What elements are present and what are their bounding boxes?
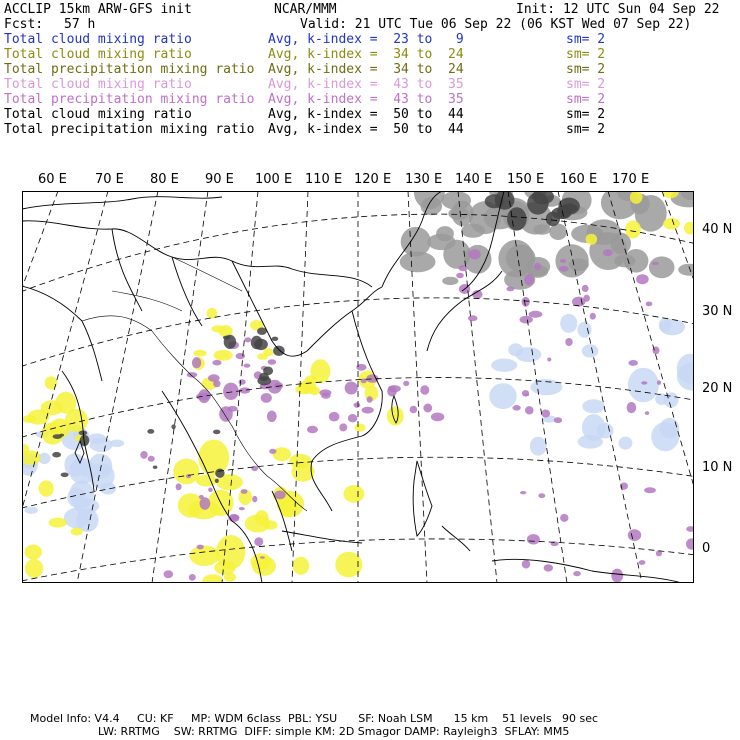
field-blob <box>512 405 520 411</box>
field-k-index: Avg, k-index = 50 to 44 <box>268 107 464 122</box>
field-blob <box>508 343 523 356</box>
field-blob <box>431 413 444 422</box>
field-blob <box>522 560 530 569</box>
field-blob <box>641 381 647 384</box>
field-smoothing: sm= 2 <box>566 47 606 62</box>
latitude-label: 40 N <box>702 222 733 237</box>
field-blob <box>590 313 596 320</box>
field-blob <box>39 480 54 496</box>
field-blob <box>268 359 276 365</box>
field-blob <box>649 256 675 278</box>
field-blob <box>619 437 633 450</box>
longitude-label: 160 E <box>560 172 598 187</box>
field-blob <box>544 564 553 571</box>
field-k-index: Avg, k-index = 43 to 35 <box>268 92 464 107</box>
latitude-label: 30 N <box>702 304 733 319</box>
field-blob <box>628 368 659 403</box>
field-blob <box>538 493 545 498</box>
field-blob <box>213 430 220 435</box>
field-blob <box>224 573 236 582</box>
field-blob <box>52 452 61 458</box>
field-smoothing: sm= 2 <box>566 107 606 122</box>
field-blob <box>423 404 432 413</box>
field-blob <box>260 556 265 558</box>
longitude-label: 60 E <box>38 172 67 187</box>
field-blob <box>547 358 551 362</box>
field-blob <box>403 381 409 386</box>
field-blob <box>529 311 543 318</box>
field-blob <box>147 429 154 434</box>
field-blob <box>257 353 268 360</box>
field-name: Total cloud mixing ratio <box>4 47 192 62</box>
field-blob <box>489 383 516 409</box>
field-blob <box>251 466 258 471</box>
field-blob <box>652 262 659 266</box>
field-blob <box>578 435 603 449</box>
field-blob <box>560 514 568 522</box>
forecast-label: Fcst: <box>4 17 44 32</box>
field-blob <box>319 389 331 396</box>
field-blob <box>456 273 464 279</box>
field-blob <box>272 337 279 341</box>
field-blob <box>530 437 547 456</box>
field-name: Total precipitation mixing ratio <box>4 92 255 107</box>
field-blob <box>628 529 641 541</box>
longitude-label: 100 E <box>255 172 293 187</box>
longitude-label: 120 E <box>354 172 392 187</box>
field-blob <box>560 259 566 263</box>
field-blob <box>468 315 478 321</box>
model-info-line1: Model Info: V4.4 CU: KF MP: WDM 6class PBL: YSU SF: Noah LSM 15 km 51 levels 90 sec <box>30 712 599 725</box>
field-smoothing: sm= 2 <box>566 77 606 92</box>
field-blob <box>227 406 237 412</box>
field-blob <box>236 353 245 359</box>
field-blob <box>507 207 527 230</box>
model-info-line2: LW: RRTMG SW: RRTMG DIFF: simple KM: 2D Smagor DAMP: Rayleigh3 SFLAY: MM5 <box>98 725 570 738</box>
field-blob <box>267 411 277 422</box>
field-blob <box>639 560 646 565</box>
field-blob <box>71 528 83 536</box>
field-blob <box>442 277 458 285</box>
field-blob <box>251 336 263 349</box>
field-blob <box>187 372 198 377</box>
field-blob <box>261 393 272 403</box>
field-blob <box>420 385 429 395</box>
field-blob <box>491 359 517 372</box>
field-blob <box>200 497 211 510</box>
field-blob <box>53 434 62 439</box>
field-blob <box>252 496 257 502</box>
field-blob <box>190 545 220 566</box>
field-blob <box>627 402 637 413</box>
field-blob <box>459 265 468 271</box>
field-blob <box>61 473 69 478</box>
field-blob <box>565 338 572 346</box>
field-blob <box>387 407 404 426</box>
field-blob <box>388 385 401 392</box>
field-blob <box>611 569 623 583</box>
field-blob <box>208 488 213 492</box>
field-blob <box>520 491 526 494</box>
field-blob <box>362 407 374 414</box>
field-blob <box>215 469 224 478</box>
field-blob <box>239 379 246 385</box>
field-blob <box>274 491 285 500</box>
field-blob <box>527 534 540 544</box>
field-blob <box>663 218 680 229</box>
org-label: NCAR/MMM <box>274 2 337 17</box>
field-smoothing: sm= 2 <box>566 92 606 107</box>
field-blob <box>192 357 201 368</box>
field-blob <box>193 350 206 357</box>
field-name: Total cloud mixing ratio <box>4 32 192 47</box>
field-blob <box>153 466 158 469</box>
field-blob <box>269 449 276 454</box>
init-time: Init: 12 UTC Sun 04 Sep 22 <box>516 2 720 17</box>
field-blob <box>171 424 175 429</box>
field-blob <box>524 274 534 285</box>
field-blob <box>197 545 204 550</box>
field-blob <box>461 224 485 238</box>
field-blob <box>345 382 358 395</box>
latitude-label: 10 N <box>702 460 733 475</box>
field-blob <box>410 406 418 414</box>
field-blob <box>569 258 589 271</box>
model-title: ACCLIP 15km ARW-GFS init <box>4 2 192 17</box>
field-blob <box>354 402 361 407</box>
field-blob <box>522 297 530 307</box>
field-blob <box>582 344 599 357</box>
field-blob <box>148 456 155 462</box>
latitude-label: 0 <box>702 541 711 556</box>
field-blob <box>525 406 534 414</box>
field-blob <box>400 252 436 273</box>
field-blob <box>603 249 613 256</box>
field-blob <box>582 399 604 413</box>
field-blob <box>309 386 320 395</box>
field-blob <box>436 226 454 241</box>
forecast-map <box>22 191 694 583</box>
longitude-label: 110 E <box>305 172 343 187</box>
field-blob <box>263 367 273 376</box>
field-blob <box>443 240 470 269</box>
field-blob <box>211 325 225 332</box>
field-blob <box>254 537 263 546</box>
field-name: Total cloud mixing ratio <box>4 77 192 92</box>
field-blob <box>355 424 366 432</box>
field-blob <box>525 394 530 397</box>
field-blob <box>367 396 373 402</box>
field-blob <box>198 440 229 476</box>
field-blob <box>173 459 199 485</box>
field-blob <box>208 374 220 382</box>
field-smoothing: sm= 2 <box>566 32 606 47</box>
field-blob <box>216 535 245 569</box>
field-blob <box>224 335 236 349</box>
valid-time: Valid: 21 UTC Tue 06 Sep 22 (06 KST Wed 07 Sep 22) <box>300 17 692 32</box>
field-blob <box>644 487 656 493</box>
field-blob <box>164 570 174 578</box>
longitude-label: 80 E <box>150 172 179 187</box>
field-blob <box>241 489 248 494</box>
longitude-label: 170 E <box>612 172 650 187</box>
forecast-hours: 57 h <box>64 17 96 32</box>
field-blob <box>645 411 649 415</box>
field-blob <box>293 557 310 575</box>
field-blob <box>281 501 295 517</box>
field-blob <box>273 447 291 461</box>
field-blob <box>628 360 638 366</box>
field-blob <box>348 414 358 422</box>
field-blob <box>215 479 219 483</box>
longitude-label: 90 E <box>205 172 234 187</box>
field-blob <box>25 545 42 560</box>
field-k-index: Avg, k-index = 23 to 9 <box>268 32 464 47</box>
field-blob <box>630 191 643 204</box>
field-blob <box>214 350 233 361</box>
longitude-label: 150 E <box>507 172 545 187</box>
field-name: Total cloud mixing ratio <box>4 107 192 122</box>
field-blob <box>578 322 592 338</box>
field-blob <box>176 483 182 490</box>
field-blob <box>344 485 365 503</box>
field-blob <box>582 285 589 292</box>
field-k-index: Avg, k-index = 50 to 44 <box>268 122 464 137</box>
field-blob <box>49 518 67 528</box>
field-blob <box>614 255 635 268</box>
field-blob <box>495 191 515 210</box>
field-blob <box>329 412 340 422</box>
field-blob <box>441 191 471 210</box>
field-blob <box>339 423 347 431</box>
field-blob <box>25 559 43 578</box>
field-blob <box>541 410 550 418</box>
field-blob <box>212 360 221 366</box>
field-blob <box>69 458 95 484</box>
field-blob <box>196 475 217 487</box>
field-blob <box>597 423 614 439</box>
field-k-index: Avg, k-index = 34 to 24 <box>268 47 464 62</box>
field-blob <box>244 337 251 342</box>
field-blob <box>90 438 113 452</box>
field-blob <box>664 392 679 407</box>
field-name: Total precipitation mixing ratio <box>4 62 255 77</box>
field-blob <box>534 263 541 271</box>
field-smoothing: sm= 2 <box>566 122 606 137</box>
longitude-label: 70 E <box>95 172 124 187</box>
field-blob <box>533 224 551 234</box>
field-blob <box>245 515 270 533</box>
field-k-index: Avg, k-index = 43 to 35 <box>268 77 464 92</box>
field-blob <box>586 234 598 245</box>
field-blob <box>244 364 251 368</box>
field-blob <box>625 220 641 238</box>
longitude-label: 130 E <box>405 172 443 187</box>
field-k-index: Avg, k-index = 34 to 24 <box>268 62 464 77</box>
field-blob <box>573 571 581 576</box>
field-blob <box>657 380 661 385</box>
field-blob <box>252 556 276 576</box>
longitude-label: 140 E <box>455 172 493 187</box>
latitude-label: 20 N <box>702 381 733 396</box>
field-smoothing: sm= 2 <box>566 62 606 77</box>
field-blob <box>554 417 562 423</box>
field-blob <box>22 415 36 423</box>
field-blob <box>189 574 196 581</box>
field-blob <box>239 507 245 510</box>
field-blob <box>559 266 569 272</box>
field-blob <box>25 507 38 514</box>
field-blob <box>307 426 318 433</box>
field-blob <box>230 514 239 520</box>
field-blob <box>646 302 653 307</box>
field-blob <box>651 422 679 451</box>
field-blob <box>659 318 672 333</box>
field-blob <box>560 314 577 333</box>
field-blob <box>636 274 649 284</box>
field-blob <box>469 249 481 259</box>
field-name: Total precipitation mixing ratio <box>4 122 255 137</box>
field-blob <box>506 287 514 292</box>
field-blob <box>140 451 147 459</box>
field-blob <box>273 346 285 356</box>
